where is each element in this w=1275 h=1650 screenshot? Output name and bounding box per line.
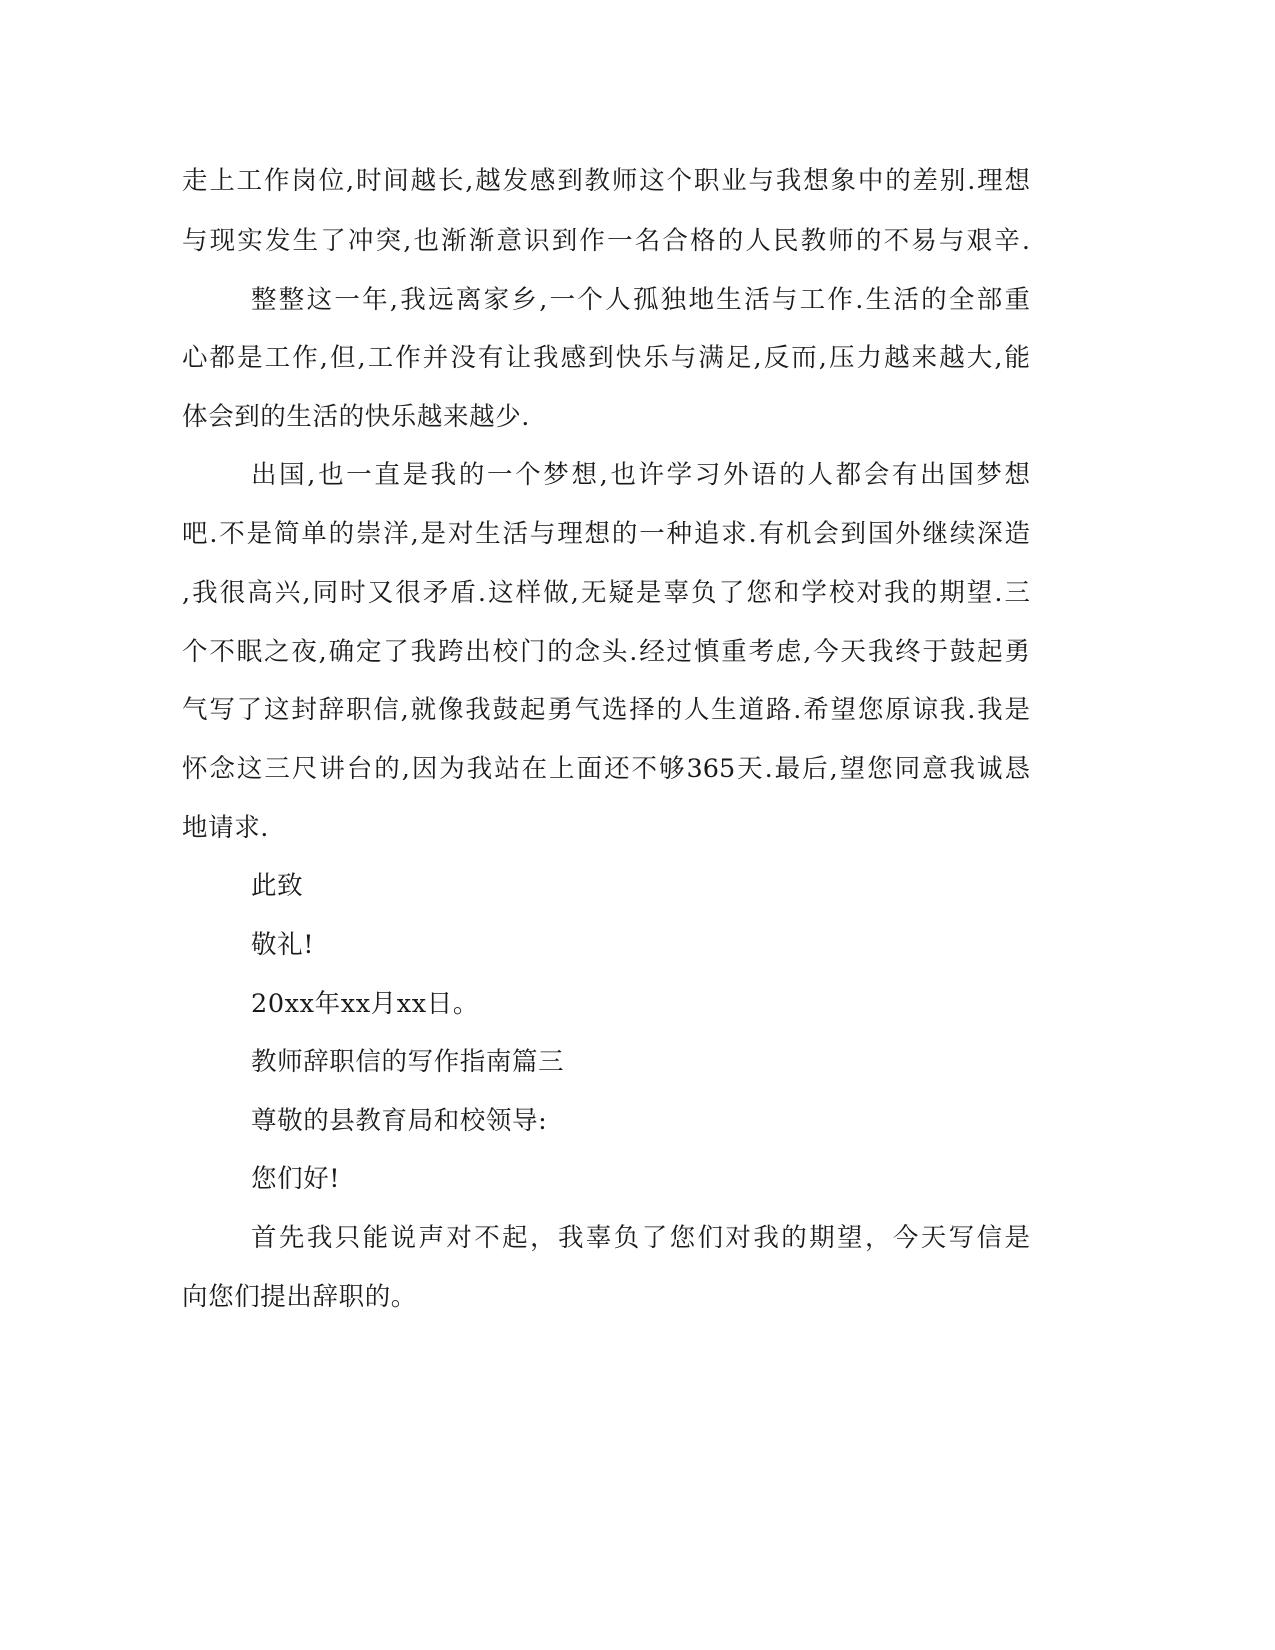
body-text-line: 吧.不是简单的崇洋,是对生活与理想的一种追求.有机会到国外继续深造: [182, 519, 1030, 549]
body-text-line: 体会到的生活的快乐越来越少.: [182, 402, 531, 432]
body-text-line: 向您们提出辞职的。: [182, 1282, 417, 1312]
body-text-line: 与现实发生了冲突,也渐渐意识到作一名合格的人民教师的不易与艰辛.: [182, 226, 1030, 256]
body-text-line: 整整这一年,我远离家乡,一个人孤独地生活与工作.生活的全部重: [251, 285, 1030, 315]
body-text-line: 怀念这三尺讲台的,因为我站在上面还不够365天.最后,望您同意我诚恳: [182, 754, 1030, 784]
body-text-line: 出国,也一直是我的一个梦想,也许学习外语的人都会有出国梦想: [251, 460, 1030, 490]
body-text-line: ,我很高兴,同时又很矛盾.这样做,无疑是辜负了您和学校对我的期望.三: [182, 578, 1030, 608]
body-text-line: 心都是工作,但,工作并没有让我感到快乐与满足,反而,压力越来越大,能: [182, 343, 1030, 373]
closing-salutation: 此致: [251, 871, 304, 901]
body-text-line: 气写了这封辞职信,就像我鼓起勇气选择的人生道路.希望您原谅我.我是: [182, 695, 1030, 725]
addressee-line: 尊敬的县教育局和校领导:: [251, 1106, 548, 1136]
closing-regards: 敬礼!: [251, 930, 315, 960]
letter-date: 20xx年xx月xx日。: [251, 989, 479, 1019]
body-text-line: 首先我只能说声对不起，我辜负了您们对我的期望，今天写信是: [251, 1223, 1030, 1253]
body-text-line: 走上工作岗位,时间越长,越发感到教师这个职业与我想象中的差别.理想: [182, 166, 1030, 196]
body-text-line: 个不眠之夜,确定了我跨出校门的念头.经过慎重考虑,今天我终于鼓起勇: [182, 637, 1030, 667]
section-title: 教师辞职信的写作指南篇三: [251, 1047, 565, 1077]
greeting-line: 您们好!: [251, 1164, 341, 1194]
body-text-line: 地请求.: [182, 813, 270, 843]
